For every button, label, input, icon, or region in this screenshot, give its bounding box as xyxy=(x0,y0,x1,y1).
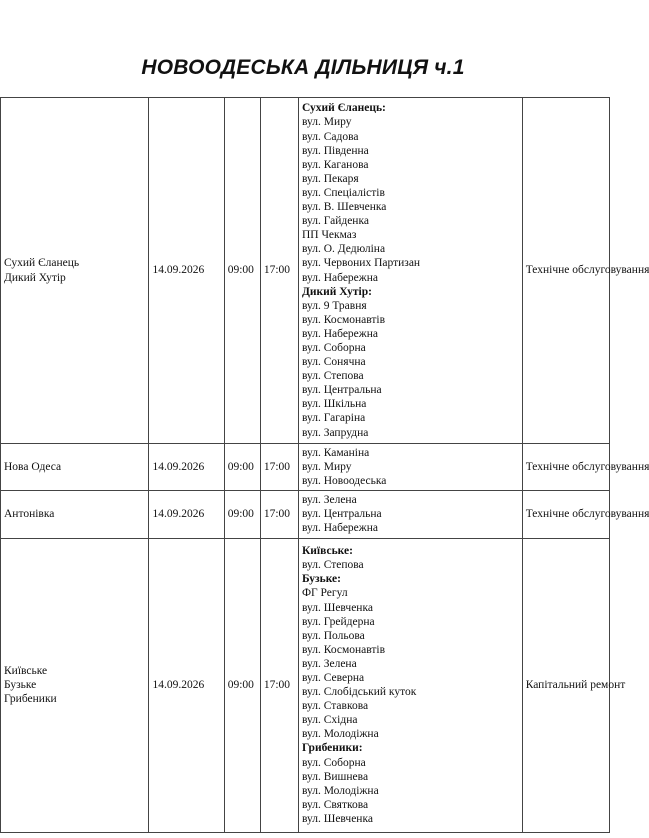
street-item: вул. Набережна xyxy=(301,271,378,284)
street-group-heading: Київське: xyxy=(301,545,353,558)
street-item: вул. Шевченка xyxy=(301,601,373,614)
end-time-cell: 17:00 xyxy=(260,491,298,538)
settlements-cell xyxy=(1,491,149,538)
streets-cell xyxy=(298,538,522,832)
street-item: вул. Святкова xyxy=(301,798,369,811)
street-item: вул. Космонавтів xyxy=(301,313,386,326)
start-time-cell: 09:00 xyxy=(224,444,260,491)
table-row xyxy=(1,444,610,491)
outage-schedule-table xyxy=(0,97,649,833)
table-row xyxy=(1,98,610,444)
settlements-cell xyxy=(1,444,149,491)
street-item: вул. Зелена xyxy=(301,494,357,507)
street-item: ПП Чекмаз xyxy=(301,229,357,242)
settlement-name: Бузьке xyxy=(4,679,37,692)
street-item: вул. Шкільна xyxy=(301,398,367,411)
table-row xyxy=(1,491,610,538)
work-type-cell: Технічне обслуговування xyxy=(522,444,609,491)
settlement-name: Антонівка xyxy=(4,508,55,521)
street-item: вул. О. Дедюліна xyxy=(301,243,386,256)
street-item: вул. Грейдерна xyxy=(301,615,375,628)
date-cell: 14.09.2026 xyxy=(149,98,224,444)
street-item: вул. Садова xyxy=(301,130,359,143)
settlement-name: Київське xyxy=(4,664,48,677)
street-item: вул. Центральна xyxy=(301,508,382,521)
streets-cell xyxy=(298,444,522,491)
street-item: вул. Слобідський куток xyxy=(301,686,417,699)
start-time-cell: 09:00 xyxy=(224,491,260,538)
street-item: вул. Ставкова xyxy=(301,700,369,713)
settlements-cell xyxy=(1,98,149,444)
street-item: вул. Пекаря xyxy=(301,172,359,185)
street-item: вул. Каганова xyxy=(301,158,369,171)
street-item: вул. Молодіжна xyxy=(301,728,379,741)
date-cell: 14.09.2026 xyxy=(149,538,224,832)
settlement-name: Грибеники xyxy=(4,693,57,706)
street-group-heading: Сухий Єланець: xyxy=(301,102,386,115)
end-time-cell: 17:00 xyxy=(260,98,298,444)
street-item: вул. Степова xyxy=(301,559,364,572)
start-time-cell: 09:00 xyxy=(224,538,260,832)
work-type-cell: Технічне обслуговування xyxy=(522,491,609,538)
street-item: ФГ Регул xyxy=(301,587,348,600)
date-cell: 14.09.2026 xyxy=(149,491,224,538)
street-item: вул. Соборна xyxy=(301,756,366,769)
work-type-cell: Капітальний ремонт xyxy=(522,538,609,832)
street-item: вул. 9 Травня xyxy=(301,299,367,312)
page-title: НОВООДЕСЬКА ДІЛЬНИЦЯ ч.1 xyxy=(141,56,465,79)
start-time-cell: 09:00 xyxy=(224,98,260,444)
street-item: вул. Гайденка xyxy=(301,215,369,228)
street-item: вул. Запрудна xyxy=(301,426,369,439)
street-item: вул. Северна xyxy=(301,671,365,684)
streets-cell xyxy=(298,98,522,444)
date-cell: 14.09.2026 xyxy=(149,444,224,491)
street-item: вул. Центральна xyxy=(301,384,382,397)
settlement-name: Нова Одеса xyxy=(4,461,62,474)
settlement-name: Сухий Єланець xyxy=(4,257,80,270)
street-item: вул. Східна xyxy=(301,714,358,727)
work-type-cell: Технічне обслуговування xyxy=(522,98,609,444)
street-item: вул. Степова xyxy=(301,370,364,383)
table-row xyxy=(1,538,610,832)
end-time-cell: 17:00 xyxy=(260,444,298,491)
settlement-name: Дикий Хутір xyxy=(4,271,66,284)
street-item: вул. Гагаріна xyxy=(301,412,366,425)
street-item: вул. Південна xyxy=(301,144,369,157)
settlements-cell xyxy=(1,538,149,832)
street-item: вул. Червоних Партизан xyxy=(301,257,421,270)
street-item: вул. В. Шевченка xyxy=(301,201,387,214)
street-group-heading: Бузьке: xyxy=(301,573,341,586)
street-item: вул. Миру xyxy=(301,116,352,129)
street-item: вул. Набережна xyxy=(301,522,378,535)
street-item: вул. Шевченка xyxy=(301,812,373,825)
end-time-cell: 17:00 xyxy=(260,538,298,832)
street-item: вул. Зелена xyxy=(301,657,357,670)
street-item: вул. Космонавтів xyxy=(301,643,386,656)
street-item: вул. Польова xyxy=(301,629,365,642)
street-item: вул. Сонячна xyxy=(301,356,366,369)
street-item: вул. Новоодеська xyxy=(301,475,387,488)
street-item: вул. Вишнева xyxy=(301,770,369,783)
street-item: вул. Каманіна xyxy=(301,447,370,459)
street-item: вул. Набережна xyxy=(301,327,378,340)
street-item: вул. Молодіжна xyxy=(301,784,379,797)
streets-cell xyxy=(298,491,522,538)
street-item: вул. Спеціалістів xyxy=(301,186,385,199)
street-item: вул. Соборна xyxy=(301,341,366,354)
street-group-heading: Грибеники: xyxy=(301,742,363,755)
street-item: вул. Миру xyxy=(301,461,352,474)
street-group-heading: Дикий Хутір: xyxy=(301,285,372,298)
